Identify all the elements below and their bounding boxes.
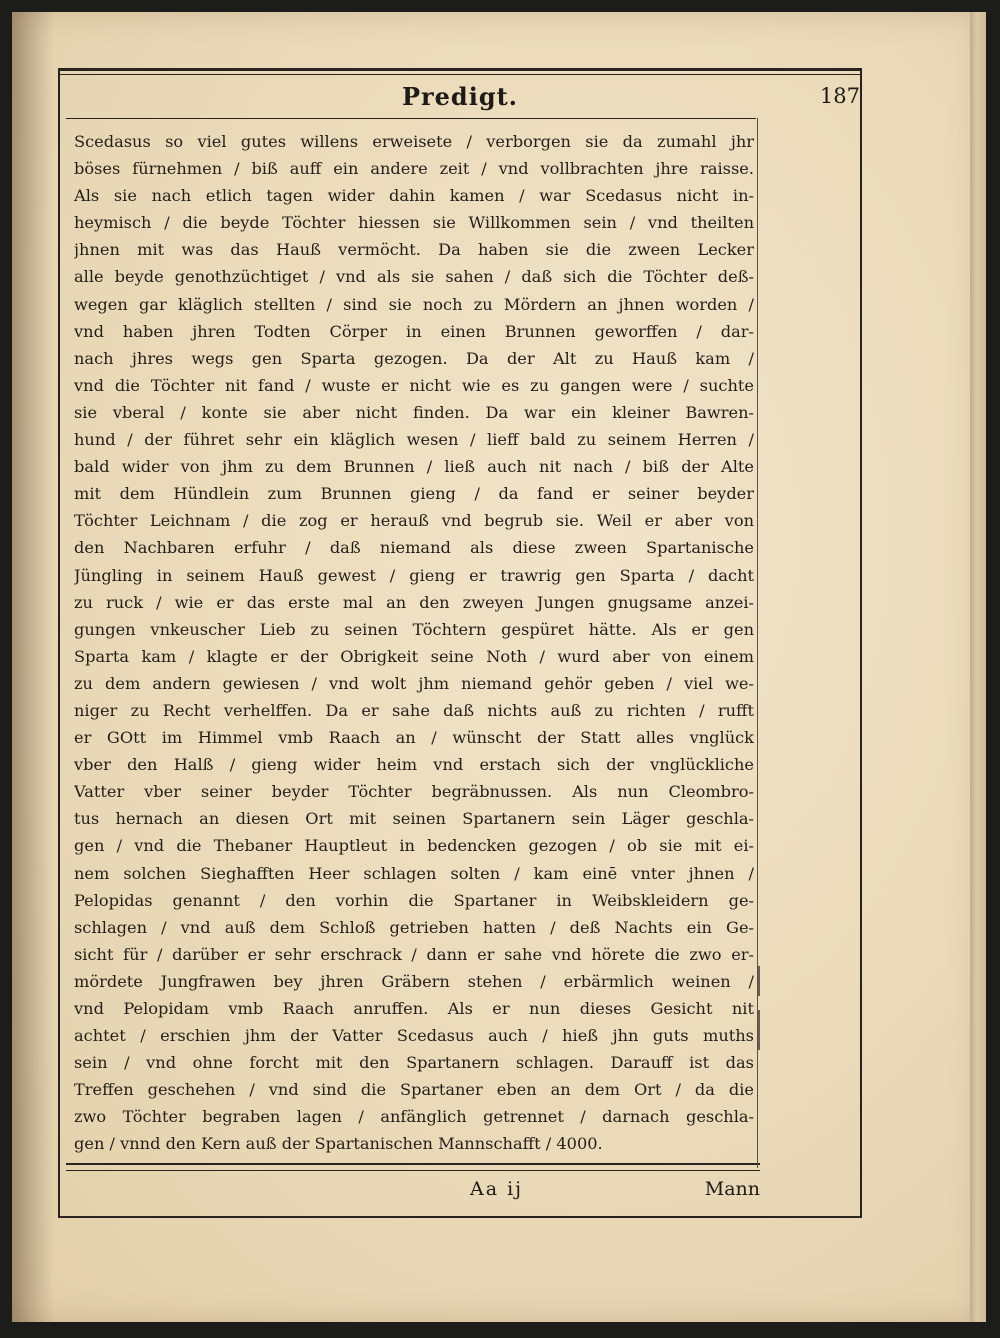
text-line: böses fürnehmen / biß auff ein andere zeit / vnd vollbrachten jhre raisse. xyxy=(74,159,754,179)
text-line: vnd Pelopidam vmb Raach anruffen. Als er nun dieses Gesicht nit xyxy=(74,999,754,1018)
text-line: schlagen / vnd auß dem Schloß getrieben hatten / deß Nachts ein Ge- xyxy=(74,917,754,937)
bottom-border-rule xyxy=(58,1216,862,1218)
text-line: mit dem Hündlein zum Brunnen gieng / da fand er seiner beyder xyxy=(74,484,754,504)
header-rule xyxy=(66,118,756,119)
body-text xyxy=(74,128,754,1158)
left-border-rule xyxy=(58,68,60,1218)
text-line: Sparta kam / klagte er der Obrigkeit seine Noth / wurd aber von einem xyxy=(74,646,754,666)
text-line: Pelopidas genannt / den vorhin die Spartaner in Weibskleidern ge- xyxy=(74,890,754,910)
text-line: mördete Jungfrawen bey jhren Gräbern stehen / erbärmlich weinen / xyxy=(74,971,754,991)
text-line: zu ruck / wie er das erste mal an den zweyen Jungen gnugsame anzei- xyxy=(74,592,754,612)
text-line: nach jhres wegs gen Sparta gezogen. Da der Alt zu Hauß kam / xyxy=(74,348,754,368)
text-line: niger zu Recht verhelffen. Da er sahe daß nichts auß zu richten / rufft xyxy=(74,700,754,720)
margin-mark xyxy=(758,1010,760,1050)
text-line: vnd haben jhren Todten Cörper in einen Brunnen geworffen / dar- xyxy=(74,321,754,341)
text-line: den Nachbaren erfuhr / daß niemand als diese zween Spartanische xyxy=(74,538,754,558)
page-number: 187 xyxy=(819,84,860,108)
text-line: heymisch / die beyde Töchter hiessen sie Willkommen sein / vnd theilten xyxy=(74,213,754,233)
text-line: nem solchen Sieghafften Heer schlagen solten / kam einē vnter jhnen / xyxy=(74,863,754,883)
text-line: sein / vnd ohne forcht mit den Spartanern schlagen. Darauff ist das xyxy=(74,1053,754,1073)
signature-mark: Aa ij xyxy=(470,1178,524,1200)
text-line: vber den Halß / gieng wider heim vnd erstach sich der vnglückliche xyxy=(74,755,754,775)
text-line: jhnen mit was das Hauß vermöcht. Da haben sie die zween Lecker xyxy=(74,240,754,260)
footer-rule xyxy=(66,1163,760,1165)
text-line: Treffen geschehen / vnd sind die Spartaner eben an dem Ort / da die xyxy=(74,1080,754,1100)
text-line: tus hernach an diesen Ort mit seinen Spartanern sein Läger geschla- xyxy=(74,809,754,829)
text-line: Vatter vber seiner beyder Töchter begräbnussen. Als nun Cleombro- xyxy=(74,782,754,802)
text-line: er GOtt im Himmel vmb Raach an / wünscht der Statt alles vnglück xyxy=(74,728,754,748)
page-edge xyxy=(970,12,986,1322)
text-line: sicht für / darüber er sehr erschrack / dann er sahe vnd hörete die zwo er- xyxy=(74,944,754,964)
running-head: Predigt. xyxy=(401,82,519,111)
text-line: gungen vnkeuscher Lieb zu seinen Töchtern gespüret hätte. Als er gen xyxy=(74,619,754,639)
top-border-rule xyxy=(58,68,862,71)
text-line: achtet / erschien jhm der Vatter Scedasus auch / hieß jhn guts muths xyxy=(74,1026,754,1046)
text-line: zu dem andern gewiesen / vnd wolt jhm niemand gehör geben / viel we- xyxy=(74,673,754,693)
text-line: bald wider von jhm zu dem Brunnen / ließ auch nit nach / biß der Alte xyxy=(74,457,754,477)
margin-mark xyxy=(758,966,760,996)
text-line: Töchter Leichnam / die zog er herauß vnd begrub sie. Weil er aber von xyxy=(74,511,754,531)
text-line: wegen gar kläglich stellten / sind sie noch zu Mördern an jhnen worden / xyxy=(74,294,754,314)
text-line: Als sie nach etlich tagen wider dahin kamen / war Scedasus nicht in- xyxy=(74,186,754,206)
gutter-shadow xyxy=(12,12,54,1322)
text-line: hund / der führet sehr ein kläglich wesen / lieff bald zu seinem Herren / xyxy=(74,430,754,450)
text-line: vnd die Töchter nit fand / wuste er nicht wie es zu gangen were / suchte xyxy=(74,375,754,395)
catchword: Mann xyxy=(704,1178,760,1200)
text-line: gen / vnd die Thebaner Hauptleut in bedencken gezogen / ob sie mit ei- xyxy=(74,836,754,856)
right-border-rule xyxy=(860,68,862,1218)
text-line: zwo Töchter begraben lagen / anfänglich getrennet / darnach geschla- xyxy=(74,1107,754,1127)
text-line: alle beyde genothzüchtiget / vnd als sie sahen / daß sich die Töchter deß- xyxy=(74,267,754,287)
text-line: sie vberal / konte sie aber nicht finden. Da war ein kleiner Bawren- xyxy=(74,402,754,422)
text-line: Jüngling in seinem Hauß gewest / gieng er trawrig gen Sparta / dacht xyxy=(74,565,754,585)
text-line: gen / vnnd den Kern auß der Spartanischen Mannschafft / 4000. xyxy=(74,1134,603,1154)
footer-inner-rule xyxy=(66,1170,760,1171)
top-border-inner-rule xyxy=(58,74,862,75)
text-line: Scedasus so viel gutes willens erweisete / verborgen sie da zumahl jhr xyxy=(74,132,754,151)
